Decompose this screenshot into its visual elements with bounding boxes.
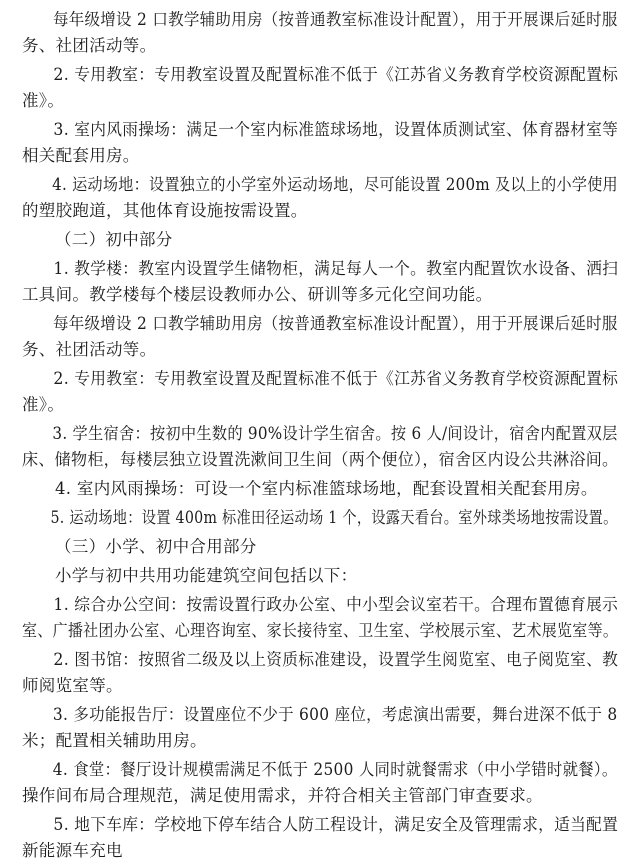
text-line: 3. 多功能报告厅：设置座位不少于 600 座位，考虑演出需要，舞台进深不低于 8 bbox=[52, 705, 618, 724]
text-line: 准》。 bbox=[22, 91, 65, 110]
text-line: 师阅览室等。 bbox=[22, 676, 123, 695]
text-line: 床、储物柜，每楼层独立设置洗漱间卫生间（两个便位），宿舍区内设公共淋浴间。 bbox=[22, 450, 619, 469]
text-line: 小学与初中共用功能建筑空间包括以下： bbox=[55, 566, 358, 585]
paragraph bbox=[22, 256, 618, 308]
text-line: 1. 教学楼：教室内设置学生储物柜，满足每人一个。教室内配置饮水设备、洒扫 bbox=[53, 259, 619, 278]
text-line: 4. 食堂：餐厅设计规模需满足不低于 2500 人同时就餐需求（中小学错时就餐）。 bbox=[52, 760, 618, 779]
text-line: 工具间。教学楼每个楼层设教师办公、研训等多元化空间功能。 bbox=[22, 285, 493, 304]
text-line: 每年级增设 2 口教学辅助用房（按普通教室标准设计配置），用于开展课后延时服 bbox=[52, 314, 618, 333]
text-line: 每年级增设 2 口教学辅助用房（按普通教室标准设计配置），用于开展课后延时服 bbox=[52, 10, 618, 29]
paragraph bbox=[22, 592, 618, 644]
paragraph bbox=[22, 812, 618, 864]
text-line: （三）小学、初中合用部分 bbox=[55, 537, 257, 556]
text-line: 米；配置相关辅助用房。 bbox=[22, 731, 207, 750]
paragraph bbox=[22, 7, 618, 59]
paragraph bbox=[22, 505, 618, 531]
text-line: 新能源车充电 bbox=[22, 841, 123, 860]
text-line: 3. 室内风雨操场：满足一个室内标准篮球场地，设置体质测试室、体育器材室等 bbox=[53, 120, 619, 139]
text-line: 相关配套用房。 bbox=[22, 146, 140, 165]
text-line: 务、社团活动等。 bbox=[22, 36, 157, 55]
paragraph bbox=[22, 62, 618, 114]
text-line: 3. 学生宿舍：按初中生数的 90%设计学生宿舍。按 6 人/间设计，宿舍内配置双层 bbox=[52, 424, 618, 443]
text-line: 的塑胶跑道，其他体育设施按需设置。 bbox=[22, 201, 308, 220]
paragraph bbox=[22, 172, 618, 224]
text-line: 4. 室内风雨操场：可设一个室内标准篮球场地，配套设置相关配套用房。 bbox=[55, 479, 598, 498]
document-body bbox=[22, 7, 618, 867]
paragraph bbox=[22, 421, 618, 473]
text-line: 务、社团活动等。 bbox=[22, 340, 157, 359]
paragraph bbox=[22, 757, 618, 809]
text-line: （二）初中部分 bbox=[55, 230, 173, 249]
text-line: 5. 地下车库：学校地下停车结合人防工程设计，满足安全及管理需求，适当配置 bbox=[53, 815, 619, 834]
text-line: 2. 专用教室：专用教室设置及配置标准不低于《江苏省义务教育学校资源配置标 bbox=[53, 369, 619, 388]
paragraph bbox=[22, 476, 618, 502]
text-line: 4. 运动场地：设置独立的小学室外运动场地，尽可能设置 200m 及以上的小学使用 bbox=[52, 175, 618, 194]
text-line: 1. 综合办公空间：按需设置行政办公室、中小型会议室若干。合理布置德育展示 bbox=[53, 595, 619, 614]
text-line: 2. 专用教室：专用教室设置及配置标准不低于《江苏省义务教育学校资源配置标 bbox=[53, 65, 619, 84]
paragraph bbox=[22, 647, 618, 699]
paragraph bbox=[22, 117, 618, 169]
text-line: 2. 图书馆：按照省二级及以上资质标准建设，设置学生阅览室、电子阅览室、教 bbox=[53, 650, 619, 669]
text-line: 操作间布局合理规范，满足使用需求，并符合相关主管部门审查要求。 bbox=[22, 786, 543, 805]
section-heading bbox=[22, 227, 618, 253]
paragraph bbox=[22, 366, 618, 418]
section-heading bbox=[22, 534, 618, 560]
paragraph bbox=[22, 702, 618, 754]
paragraph bbox=[22, 311, 618, 363]
paragraph bbox=[22, 563, 618, 589]
text-line: 准》。 bbox=[22, 395, 65, 414]
text-line: 室、广播社团办公室、心理咨询室、家长接待室、卫生室、学校展示室、艺术展览室等。 bbox=[22, 621, 619, 640]
text-line: 5. 运动场地：设置 400m 标准田径运动场 1 个，设露天看台。室外球类场地按需设置。 bbox=[50, 508, 618, 527]
